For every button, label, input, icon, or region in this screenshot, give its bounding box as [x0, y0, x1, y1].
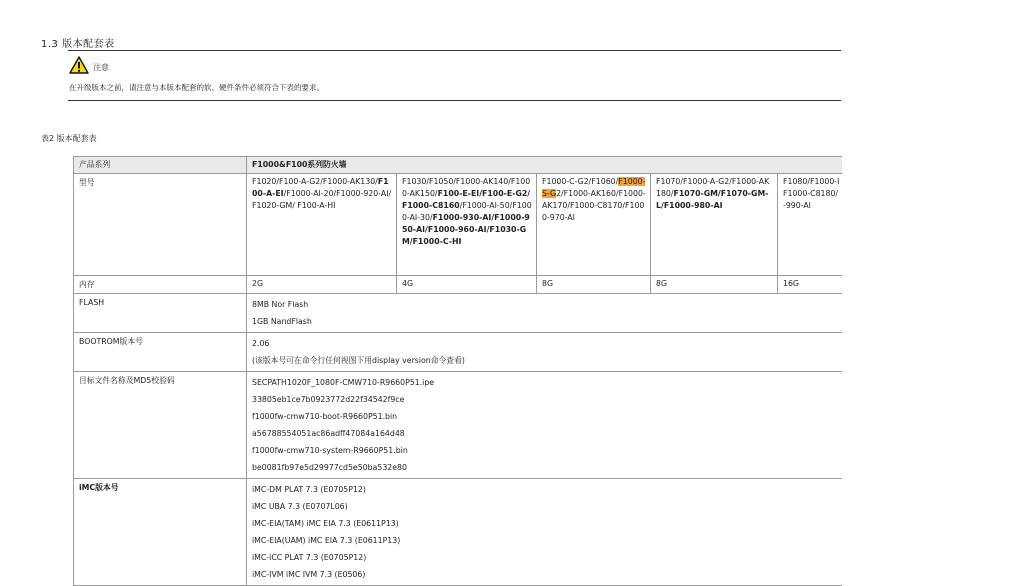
memory-value: 8G — [651, 276, 778, 294]
model-cell-3 — [537, 174, 651, 276]
model-text: F1020/F100-A-G2/F1000-AK130/ — [252, 177, 378, 186]
target-file-line: f1000fw-cmw710-boot-R9660P51.bin — [252, 412, 398, 421]
table-row-bootrom — [74, 333, 842, 372]
imc-line: iMC UBA 7.3 (E0707L06) — [252, 502, 348, 511]
target-files-cell — [247, 372, 842, 479]
imc-line: iMC-DM PLAT 7.3 (E0705P12) — [252, 485, 366, 494]
memory-value: 2G — [247, 276, 397, 294]
model-text-bold: GM-L/F1000-980-AI — [656, 189, 769, 210]
header-firewall-series: F1000&F100系列防火墙 — [247, 157, 842, 174]
model-text: 0/F1000-AI-30/ — [402, 201, 532, 222]
model-text: AK180/ — [656, 177, 770, 198]
flash-cell — [247, 294, 842, 333]
model-text-bold: G2/F1000-C8160 — [402, 189, 531, 210]
model-cell-2 — [397, 174, 537, 276]
target-file-line: 33805eb1ce7b0923772d22f34542f9ce — [252, 395, 405, 404]
model-cell-4 — [651, 174, 778, 276]
target-file-line: be0081fb97e5d29977cd5e50ba532e80 — [252, 463, 407, 472]
row-label-bootrom: BOOTROM版本号 — [74, 333, 247, 372]
bootrom-line: 2.06 — [252, 339, 270, 348]
flash-line: 8MB Nor Flash — [252, 300, 309, 309]
model-text: F1000-C-G2/F1060/ — [542, 177, 619, 186]
memory-value: 16G — [778, 276, 842, 294]
bootrom-line: (该版本号可在命令行任何视图下用display version命令查看) — [252, 356, 465, 365]
version-compatibility-table — [73, 156, 842, 586]
target-file-line: SECPATH1020F_1080F-CMW710-R9660P51.ipe — [252, 378, 435, 387]
table-row-imc — [74, 479, 842, 586]
imc-line: iMC-EIA(UAM) iMC EIA 7.3 (E0611P13) — [252, 536, 401, 545]
section-divider-top — [68, 50, 841, 51]
model-cell-5 — [778, 174, 842, 276]
model-text: F1000-AK170/F1000-C8 — [542, 189, 646, 210]
model-cell-1 — [247, 174, 397, 276]
model-text: 170/F1000-970-AI — [542, 201, 645, 222]
model-text: F1080/F1000-I — [783, 177, 840, 186]
model-text: /F1000-AI-20/F1000-9 — [283, 189, 369, 198]
memory-value: 4G — [397, 276, 537, 294]
model-text: F1000-C8180/ — [783, 189, 839, 198]
row-label-imc: iMC版本号 — [74, 479, 247, 586]
model-text-bold: F1000-930-AI/ — [432, 213, 495, 222]
table-row-target-files — [74, 372, 842, 479]
table-header-row — [74, 157, 842, 174]
model-text: F1070/F1000-A-G2/F1000- — [656, 177, 759, 186]
memory-value: 8G — [537, 276, 651, 294]
model-text-bold: F1070-GM/F1070- — [673, 189, 752, 198]
row-label-target-files: 目标文件名称及MD5校验码 — [74, 372, 247, 479]
note-text: 在升级版本之前，请注意与本版本配套的软、硬件条件必须符合下表的要求。 — [69, 83, 324, 92]
imc-cell — [247, 479, 842, 586]
target-file-line: f1000fw-cmw710-system-R9660P51.bin — [252, 446, 408, 455]
imc-line: iMC-iCC PLAT 7.3 (E0705P12) — [252, 553, 367, 562]
row-label-memory: 内存 — [74, 276, 247, 294]
model-text: -990-AI — [783, 201, 811, 210]
model-text-bold: F100-E-EI/F100-E- — [437, 189, 516, 198]
model-text: 20-AI/F1020-GM/ F100-A-HI — [252, 189, 392, 210]
row-label-model: 型号 — [74, 174, 247, 276]
model-text-bold: F1000-950-AI/F1000-960-AI/F — [402, 213, 530, 234]
model-text: 2/F1000-AK160/ — [556, 189, 619, 198]
section-title: 1.3 版本配套表 — [41, 39, 115, 50]
table-caption: 表2 版本配套表 — [41, 134, 97, 143]
bootrom-cell — [247, 333, 842, 372]
model-text: 000-AK150/ — [402, 177, 531, 198]
table-row-flash — [74, 294, 842, 333]
highlighted-model-text: F10 — [618, 177, 633, 186]
table-row-memory — [74, 276, 842, 294]
highlighted-model-text: 00-S-G — [542, 177, 646, 198]
model-text-bold: F100-A-EI — [252, 177, 389, 198]
model-text-bold: 1030-GM/F1000-C-HI — [402, 225, 527, 246]
warning-icon — [69, 56, 89, 74]
table-row-model — [74, 174, 842, 276]
flash-line: 1GB NandFlash — [252, 317, 312, 326]
imc-line: iMC-EIA(TAM) iMC EIA 7.3 (E0611P13) — [252, 519, 399, 528]
model-text: /F1000-AI-5 — [459, 201, 505, 210]
model-text: F1030/F1050/F1000-AK140/F1 — [402, 177, 521, 186]
imc-line: iMC-IVM iMC IVM 7.3 (E0506) — [252, 570, 366, 579]
header-product-series: 产品系列 — [74, 157, 247, 174]
row-label-flash: FLASH — [74, 294, 247, 333]
note-divider-bottom — [68, 100, 841, 101]
target-file-line: a56788554051ac86adff47084a164d48 — [252, 429, 405, 438]
note-label: 注意 — [93, 63, 109, 72]
